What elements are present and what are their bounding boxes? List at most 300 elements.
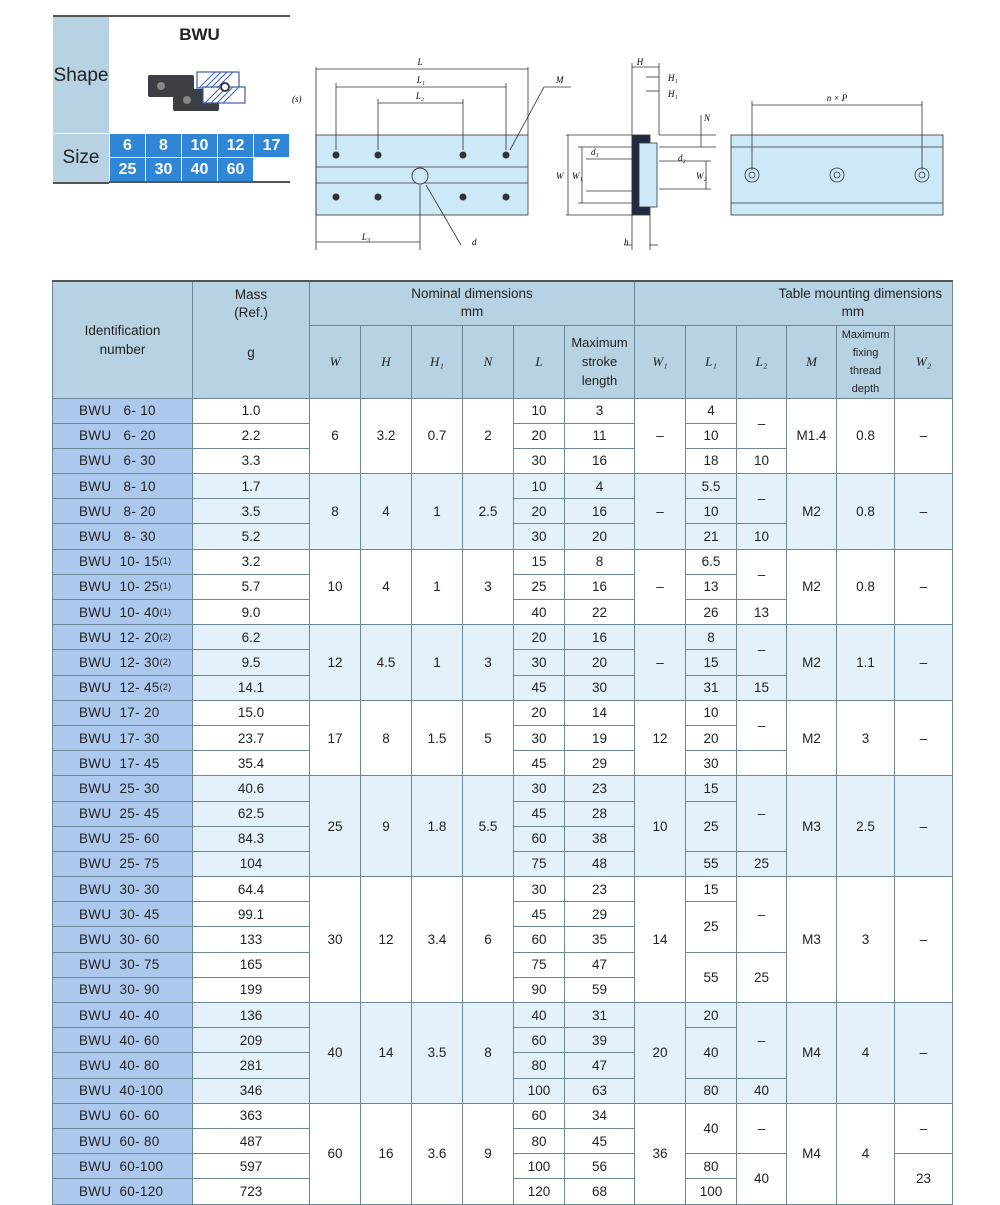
cell-H1: 1.5	[412, 700, 463, 776]
cell-L1: 15	[686, 650, 737, 675]
cell-stroke: 16	[565, 574, 635, 599]
cell-N: 3	[463, 625, 514, 701]
cell-W1: 20	[635, 1003, 686, 1104]
cell-W1: 36	[635, 1103, 686, 1204]
row-id-text: BWU 25- 30	[79, 780, 160, 796]
cell-W: 40	[310, 1003, 361, 1104]
row-footnote: (2)	[159, 682, 172, 693]
header-nominal-label: Nominal dimensions	[411, 286, 533, 302]
row-id-text: BWU 8- 10	[79, 478, 156, 494]
cell-mass: 209	[193, 1028, 310, 1053]
cell-L2	[737, 751, 787, 776]
cell-L2: 40	[737, 1154, 787, 1204]
cell-W1: 10	[635, 776, 686, 877]
header-L: L	[514, 325, 565, 398]
cell-H: 4.5	[361, 625, 412, 701]
cell-N: 2.5	[463, 474, 514, 550]
cell-L1: 5.5	[686, 474, 737, 499]
cell-L: 45	[514, 675, 565, 700]
cell-W1: –	[635, 474, 686, 550]
cell-L: 10	[514, 474, 565, 499]
cell-H1: 3.5	[412, 1003, 463, 1104]
cell-depth: 4	[837, 1003, 895, 1104]
cell-L1: 31	[686, 675, 737, 700]
cell-L2: –	[737, 700, 787, 750]
cell-L1: 80	[686, 1078, 737, 1103]
cell-L: 10	[514, 398, 565, 423]
row-id-text: BWU 12- 45	[79, 680, 160, 696]
row-id	[53, 423, 193, 448]
cell-mass: 15.0	[193, 700, 310, 725]
table-group	[53, 625, 953, 701]
cell-W: 8	[310, 474, 361, 550]
cell-N: 5	[463, 700, 514, 776]
cell-stroke: 28	[565, 801, 635, 826]
row-id	[53, 826, 193, 851]
cell-H: 8	[361, 700, 412, 776]
table-row	[53, 877, 953, 902]
cell-mass: 723	[193, 1179, 310, 1204]
cell-L2: 13	[737, 600, 787, 625]
cell-H: 9	[361, 776, 412, 877]
cell-L1: 55	[686, 952, 737, 1002]
dim-nP: n × P	[826, 93, 848, 103]
rail-shape-icon	[143, 67, 253, 119]
table-group	[53, 1103, 953, 1204]
dim-W: W	[556, 171, 564, 181]
header-H: H	[361, 325, 412, 398]
cell-stroke: 45	[565, 1128, 635, 1153]
cell-stroke: 23	[565, 776, 635, 801]
cell-depth: 0.8	[837, 474, 895, 550]
cell-M: M3	[787, 877, 837, 1003]
cell-L1: 100	[686, 1179, 737, 1204]
size-chip: 17	[254, 134, 289, 157]
cell-mass: 281	[193, 1053, 310, 1078]
cell-stroke: 31	[565, 1003, 635, 1028]
dimension-drawings	[286, 55, 956, 255]
row-id	[53, 524, 193, 549]
header-mass-label: Mass	[234, 287, 268, 302]
cell-stroke: 56	[565, 1154, 635, 1179]
cell-W: 60	[310, 1103, 361, 1204]
cell-H: 4	[361, 474, 412, 550]
cell-stroke: 23	[565, 877, 635, 902]
cell-W2: –	[895, 877, 953, 1003]
cell-stroke: 39	[565, 1028, 635, 1053]
row-id-text: BWU 8- 20	[79, 503, 156, 519]
table-row	[53, 398, 953, 423]
row-id	[53, 952, 193, 977]
row-footnote: (1)	[159, 581, 172, 592]
cell-L2: –	[737, 549, 787, 599]
table-group	[53, 474, 953, 550]
cell-W1: 14	[635, 877, 686, 1003]
cell-L2: 15	[737, 675, 787, 700]
size-chip: 30	[146, 158, 181, 181]
cell-L1: 21	[686, 524, 737, 549]
cell-mass: 3.2	[193, 549, 310, 574]
cell-L2: –	[737, 776, 787, 852]
cell-M: M1.4	[787, 398, 837, 474]
cell-H1: 1.8	[412, 776, 463, 877]
header-nominal	[310, 281, 635, 325]
cell-L: 20	[514, 499, 565, 524]
cell-N: 2	[463, 398, 514, 474]
cell-H: 3.2	[361, 398, 412, 474]
table-group	[53, 549, 953, 625]
cell-mass: 165	[193, 952, 310, 977]
cell-L1: 20	[686, 1003, 737, 1028]
cell-mass: 199	[193, 977, 310, 1002]
cell-mass: 136	[193, 1003, 310, 1028]
cell-L: 60	[514, 1028, 565, 1053]
row-id-text: BWU 30- 45	[79, 906, 160, 922]
cell-stroke: 38	[565, 826, 635, 851]
row-id	[53, 1128, 193, 1153]
cell-H1: 3.4	[412, 877, 463, 1003]
header-mass-ref: (Ref.)	[234, 305, 268, 320]
header-N: N	[463, 325, 514, 398]
row-id-text: BWU 10- 25	[79, 579, 160, 595]
cell-stroke: 63	[565, 1078, 635, 1103]
cell-L: 20	[514, 423, 565, 448]
size-chip: 25	[110, 158, 145, 181]
row-id-text: BWU 17- 20	[79, 705, 160, 721]
row-id-text: BWU 6- 20	[79, 428, 156, 444]
header-W1: W₁	[635, 325, 686, 398]
row-id	[53, 549, 193, 574]
cell-stroke: 29	[565, 751, 635, 776]
table-group	[53, 776, 953, 877]
cell-mass: 3.3	[193, 448, 310, 473]
cell-H: 16	[361, 1103, 412, 1204]
cell-stroke: 35	[565, 927, 635, 952]
row-id-text: BWU 60- 80	[79, 1133, 160, 1149]
cell-W2: –	[895, 549, 953, 625]
row-id	[53, 902, 193, 927]
row-id	[53, 1179, 193, 1204]
cell-N: 5.5	[463, 776, 514, 877]
specification-table	[52, 280, 953, 1205]
header-mounting	[635, 281, 953, 325]
row-id-text: BWU 60-100	[79, 1158, 164, 1174]
cell-L2: –	[737, 398, 787, 448]
row-id	[53, 650, 193, 675]
cell-W: 6	[310, 398, 361, 474]
row-id-text: BWU 17- 30	[79, 730, 160, 746]
cell-stroke: 16	[565, 625, 635, 650]
cell-L2: –	[737, 1003, 787, 1079]
cell-H1: 1	[412, 625, 463, 701]
cell-M: M2	[787, 700, 837, 776]
cell-depth: 0.8	[837, 398, 895, 474]
cell-stroke: 34	[565, 1103, 635, 1128]
cell-M: M3	[787, 776, 837, 877]
row-id-text: BWU 12- 30	[79, 654, 160, 670]
table-group	[53, 877, 953, 1003]
cell-L2: 25	[737, 952, 787, 1002]
cell-mass: 1.7	[193, 474, 310, 499]
cell-L: 45	[514, 801, 565, 826]
row-id	[53, 1028, 193, 1053]
cell-W: 10	[310, 549, 361, 625]
cell-L1: 55	[686, 851, 737, 876]
cell-W2: –	[895, 625, 953, 701]
dim-h: h	[624, 237, 629, 247]
dim-H: H	[636, 57, 644, 67]
row-id	[53, 448, 193, 473]
cell-H1: 1	[412, 474, 463, 550]
row-id	[53, 474, 193, 499]
cell-L: 30	[514, 650, 565, 675]
row-id-text: BWU 17- 45	[79, 755, 160, 771]
cell-N: 3	[463, 549, 514, 625]
size-chip: 40	[182, 158, 217, 181]
size-chip: 12	[218, 134, 253, 157]
dim-d1: d₁	[591, 147, 599, 157]
cell-L: 75	[514, 952, 565, 977]
size-chip: 60	[218, 158, 253, 181]
cell-L1: 6.5	[686, 549, 737, 574]
row-id	[53, 1103, 193, 1128]
cell-L2: –	[737, 474, 787, 524]
cell-M: M2	[787, 625, 837, 701]
cell-mass: 99.1	[193, 902, 310, 927]
cell-L: 30	[514, 725, 565, 750]
header-mass	[193, 281, 310, 398]
table-row	[53, 625, 953, 650]
row-id	[53, 675, 193, 700]
cell-stroke: 47	[565, 952, 635, 977]
table-row	[53, 1003, 953, 1028]
row-id-text: BWU 30- 60	[79, 932, 160, 948]
cell-L: 20	[514, 625, 565, 650]
size-chip: 6	[110, 134, 145, 157]
row-id-text: BWU 25- 60	[79, 831, 160, 847]
cell-stroke: 16	[565, 499, 635, 524]
cell-mass: 5.2	[193, 524, 310, 549]
cell-L2: 40	[737, 1078, 787, 1103]
cell-stroke: 19	[565, 725, 635, 750]
cell-stroke: 16	[565, 448, 635, 473]
cell-L2: –	[737, 877, 787, 953]
cell-L: 100	[514, 1078, 565, 1103]
row-id-text: BWU 40- 60	[79, 1032, 160, 1048]
cell-M: M4	[787, 1103, 837, 1204]
cell-depth: 3	[837, 877, 895, 1003]
cell-mass: 346	[193, 1078, 310, 1103]
table-group	[53, 1003, 953, 1104]
row-id	[53, 700, 193, 725]
cell-L1: 13	[686, 574, 737, 599]
table-row	[53, 549, 953, 574]
row-id-text: BWU 60- 60	[79, 1108, 160, 1124]
series-name: BWU	[109, 15, 290, 57]
size-chips	[109, 133, 290, 183]
dim-M: M	[556, 75, 564, 85]
row-id-text: BWU 30- 75	[79, 957, 160, 973]
row-footnote: (1)	[159, 606, 172, 617]
size-chip: 8	[146, 134, 181, 157]
header-stroke	[565, 325, 635, 398]
cell-W: 17	[310, 700, 361, 776]
dim-L3: L₃	[361, 232, 371, 242]
header-nominal-unit: mm	[460, 304, 484, 320]
cell-L1: 8	[686, 625, 737, 650]
cell-W2: –	[895, 474, 953, 550]
dim-L2: L₂	[415, 91, 425, 101]
cell-stroke: 11	[565, 423, 635, 448]
cell-depth: 2.5	[837, 776, 895, 877]
cell-stroke: 29	[565, 902, 635, 927]
dim-H1: H₁	[668, 89, 678, 99]
cell-L2: –	[737, 1103, 787, 1153]
cell-W: 30	[310, 877, 361, 1003]
row-id-text: BWU 25- 75	[79, 856, 160, 872]
cell-stroke: 8	[565, 549, 635, 574]
cell-L: 30	[514, 448, 565, 473]
header-depth	[837, 325, 895, 398]
cell-mass: 84.3	[193, 826, 310, 851]
table-group	[53, 700, 953, 776]
cell-L: 45	[514, 751, 565, 776]
cell-M: M2	[787, 474, 837, 550]
dim-W1: W₁	[572, 171, 583, 181]
cell-W2: 23	[895, 1154, 953, 1204]
cell-L: 60	[514, 1103, 565, 1128]
row-id	[53, 1053, 193, 1078]
cell-stroke: 3	[565, 398, 635, 423]
cell-L: 90	[514, 977, 565, 1002]
cell-L1: 40	[686, 1103, 737, 1153]
cell-W1: 12	[635, 700, 686, 776]
row-id-text: BWU 6- 30	[79, 453, 156, 469]
cell-L: 25	[514, 574, 565, 599]
cell-L1: 10	[686, 700, 737, 725]
header-W2: W₂	[895, 325, 953, 398]
header-id-text: Identification number	[84, 322, 161, 357]
cell-W2: –	[895, 776, 953, 877]
cell-mass: 14.1	[193, 675, 310, 700]
header-mounting-label: Table mounting dimensions	[778, 286, 943, 302]
cell-depth: 4	[837, 1103, 895, 1204]
row-footnote: (2)	[159, 631, 172, 642]
cell-L: 30	[514, 776, 565, 801]
cell-N: 6	[463, 877, 514, 1003]
row-id	[53, 801, 193, 826]
cell-H: 4	[361, 549, 412, 625]
size-label: Size	[53, 133, 109, 184]
cell-stroke: 14	[565, 700, 635, 725]
cell-L: 40	[514, 1003, 565, 1028]
cell-mass: 2.2	[193, 423, 310, 448]
cell-L2: 25	[737, 851, 787, 876]
cell-stroke: 48	[565, 851, 635, 876]
cell-L1: 25	[686, 902, 737, 952]
cell-depth: 0.8	[837, 549, 895, 625]
table-row	[53, 700, 953, 725]
cell-stroke: 68	[565, 1179, 635, 1204]
row-id-text: BWU 8- 30	[79, 529, 156, 545]
cell-stroke: 20	[565, 650, 635, 675]
table-group	[53, 398, 953, 474]
cell-depth: 3	[837, 700, 895, 776]
cell-L2: –	[737, 625, 787, 675]
cell-L1: 4	[686, 398, 737, 423]
table-row	[53, 474, 953, 499]
cell-mass: 487	[193, 1128, 310, 1153]
dim-H1-top: H₁	[668, 73, 678, 83]
table-row	[53, 776, 953, 801]
header-M: M	[787, 325, 837, 398]
row-id	[53, 977, 193, 1002]
cell-H: 14	[361, 1003, 412, 1104]
row-footnote: (1)	[159, 556, 172, 567]
size-chip: 10	[182, 134, 217, 157]
cell-W2: –	[895, 700, 953, 776]
cell-M: M4	[787, 1003, 837, 1104]
cell-H1: 1	[412, 549, 463, 625]
row-id	[53, 625, 193, 650]
cell-L: 80	[514, 1053, 565, 1078]
row-id-text: BWU 40-100	[79, 1083, 164, 1099]
header-stroke-text: Maximum stroke length	[571, 335, 628, 388]
dim-d2: d₂	[678, 153, 686, 163]
cell-mass: 363	[193, 1103, 310, 1128]
cell-L1: 20	[686, 725, 737, 750]
cell-mass: 104	[193, 851, 310, 876]
cell-mass: 5.7	[193, 574, 310, 599]
cell-mass: 23.7	[193, 725, 310, 750]
row-id-text: BWU 40- 80	[79, 1057, 160, 1073]
cell-mass: 133	[193, 927, 310, 952]
dim-L1: L₁	[416, 75, 426, 85]
row-id	[53, 776, 193, 801]
cell-L1: 26	[686, 600, 737, 625]
cell-W1: –	[635, 625, 686, 701]
header-mounting-unit: mm	[841, 304, 865, 320]
row-id	[53, 927, 193, 952]
cell-stroke: 47	[565, 1053, 635, 1078]
cell-L1: 25	[686, 801, 737, 851]
cell-L1: 10	[686, 499, 737, 524]
cell-W: 25	[310, 776, 361, 877]
row-id	[53, 398, 193, 423]
cell-L: 80	[514, 1128, 565, 1153]
row-id	[53, 877, 193, 902]
cell-W1: –	[635, 398, 686, 474]
row-id-text: BWU 10- 15	[79, 554, 160, 570]
shape-label: Shape	[53, 15, 109, 135]
row-id	[53, 1003, 193, 1028]
cell-mass: 1.0	[193, 398, 310, 423]
cell-mass: 35.4	[193, 751, 310, 776]
cell-stroke: 30	[565, 675, 635, 700]
row-id	[53, 499, 193, 524]
cell-W: 12	[310, 625, 361, 701]
cell-L: 60	[514, 927, 565, 952]
dim-s: (s)	[292, 94, 302, 104]
row-id	[53, 1154, 193, 1179]
cell-stroke: 59	[565, 977, 635, 1002]
header-L2: L₂	[737, 325, 787, 398]
row-id-text: BWU 60-120	[79, 1183, 164, 1199]
cell-M: M2	[787, 549, 837, 625]
header-H1: H₁	[412, 325, 463, 398]
cell-H1: 0.7	[412, 398, 463, 474]
row-id-text: BWU 12- 20	[79, 629, 160, 645]
